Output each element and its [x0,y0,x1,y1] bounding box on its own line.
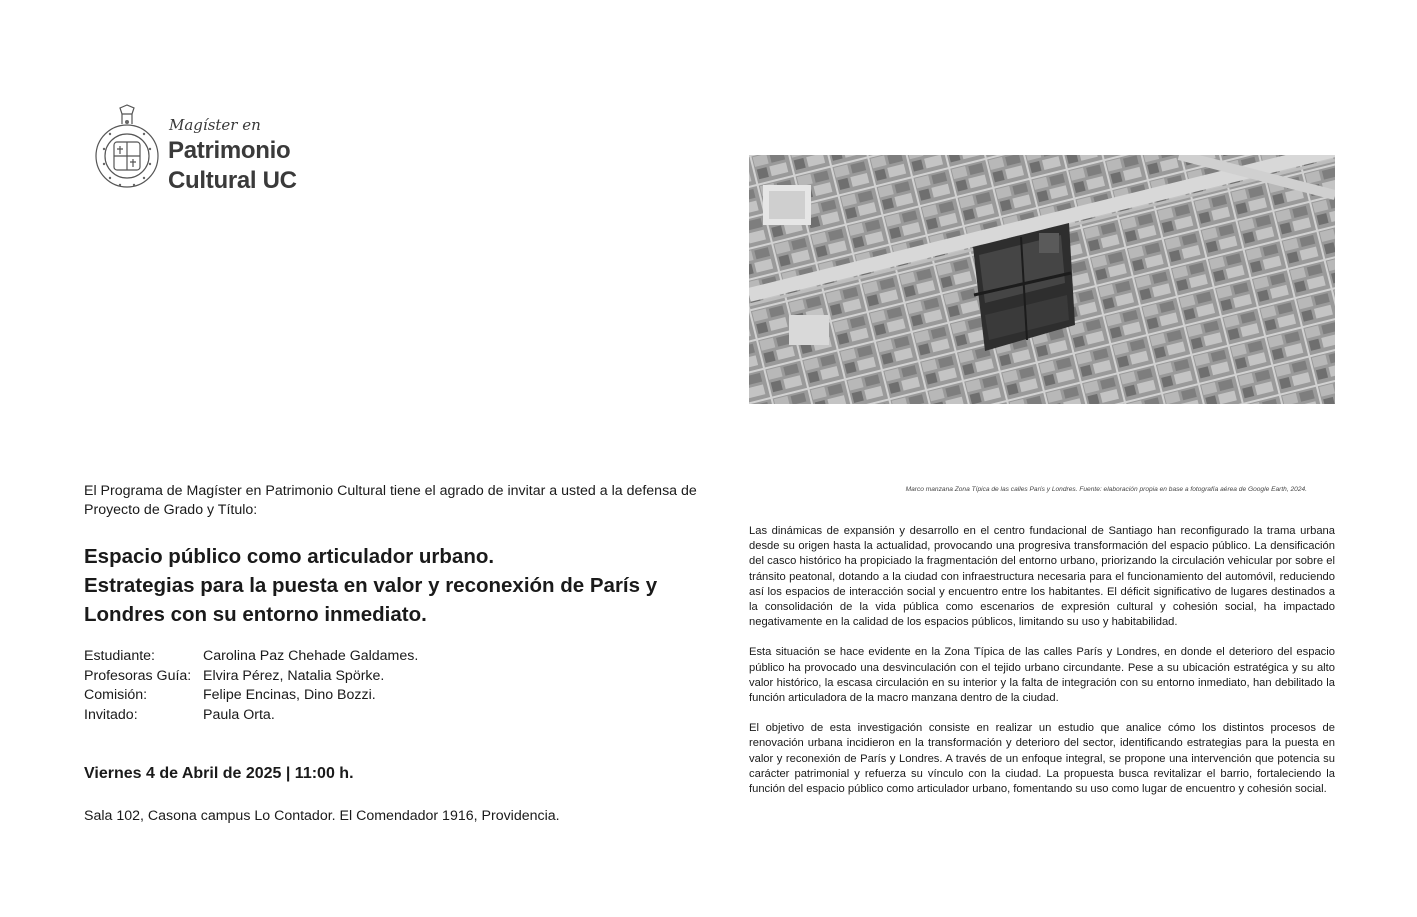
participant-row [84,706,724,726]
participant-value: Carolina Paz Chehade Galdames. [203,648,419,664]
uc-seal-icon [92,104,162,198]
participant-label: Invitado: [84,706,138,723]
abstract-paragraph: El objetivo de esta investigación consiste en realizar un estudio que analice cómo los distintos procesos de renovación urbana incidieron en la transformación y deterioro del sector, identificando estrategias para la puesta en valor y reconexión de París y Londres. A través de un enfoque integral, se propone una intervención que potencia su carácter patrimonial y refuerza su vínculo con la ciudad. La propuesta busca revitalizar el barrio, fortaleciendo la función del espacio público como articulador urbano, fomentando su uso como lugar de encuentro y cohesión social. [749,722,1335,796]
map-caption: Marco manzana Zona Típica de las calles París y Londres. Fuente: elaboración propia en base a fotografía aérea de Google Earth, 2024. [905,486,1307,493]
program-logo [92,104,332,200]
logo-line-1: Patrimonio [168,137,291,164]
project-title [84,542,734,629]
title-line-2: Estrategias para la puesta en valor y reconexión de París y [84,574,658,597]
abstract-paragraph: Esta situación se hace evidente en la Zona Típica de las calles París y Londres, en donde el deterioro del espacio público ha provocado una desvinculación con el tejido urbano circundante. Pese a su ubicación estratégica y su alto valor histórico, la escasa circulación en su interior y la falta de integración con su entorno inmediato, han debilitado la función articuladora de la macro manzana dentro de la ciudad. [749,646,1335,705]
participant-row [84,647,724,667]
participant-row [84,667,724,687]
participant-value: Paula Orta. [203,706,275,723]
participant-label: Comisión: [84,687,148,703]
event-date: Viernes 4 de Abril de 2025 | 11:00 h. [84,765,354,782]
title-line-1: Espacio público como articulador urbano. [84,545,495,568]
logo-prefix: Magíster en [169,116,261,134]
participants-list [84,647,724,725]
logo-line-2: Cultural UC [168,167,297,194]
aerial-map-drawing [749,155,1335,404]
event-venue: Sala 102, Casona campus Lo Contador. El Comendador 1916, Providencia. [84,808,560,824]
aerial-map-image [749,155,1335,404]
participant-label: Estudiante: [84,648,155,664]
title-line-3: Londres con su entorno inmediato. [84,603,427,626]
abstract-text [749,524,1335,812]
participant-value: Felipe Encinas, Dino Bozzi. [203,687,376,703]
participant-label: Profesoras Guía: [84,667,192,684]
invitation-intro: El Programa de Magíster en Patrimonio Cultural tiene el agrado de invitar a usted a la defensa de Proyecto de Grado y Título: [84,483,697,518]
abstract-paragraph: Las dinámicas de expansión y desarrollo en el centro fundacional de Santiago han reconfigurado la trama urbana desde su origen hasta la actualidad, provocando una progresiva transformación del espacio público. La densificación del casco histórico ha propiciado la fragmentación del entorno urbano, priorizando la circulación vehicular por sobre el tránsito peatonal, dotando a la ciudad con infraestructura necesaria para el funcionamiento del automóvil, reduciendo así los espacios de interacción social y encuentro entre los habitantes. El déficit significativo de lugares destinados a la consolidación de la vida pública como escenarios de expresión cultural y cohesión social, ha impactado negativamente en la calidad de los espacios públicos, limitando su uso y habitabilidad. [749,525,1335,629]
participant-value: Elvira Pérez, Natalia Spörke. [203,667,385,684]
participant-row [84,686,724,706]
